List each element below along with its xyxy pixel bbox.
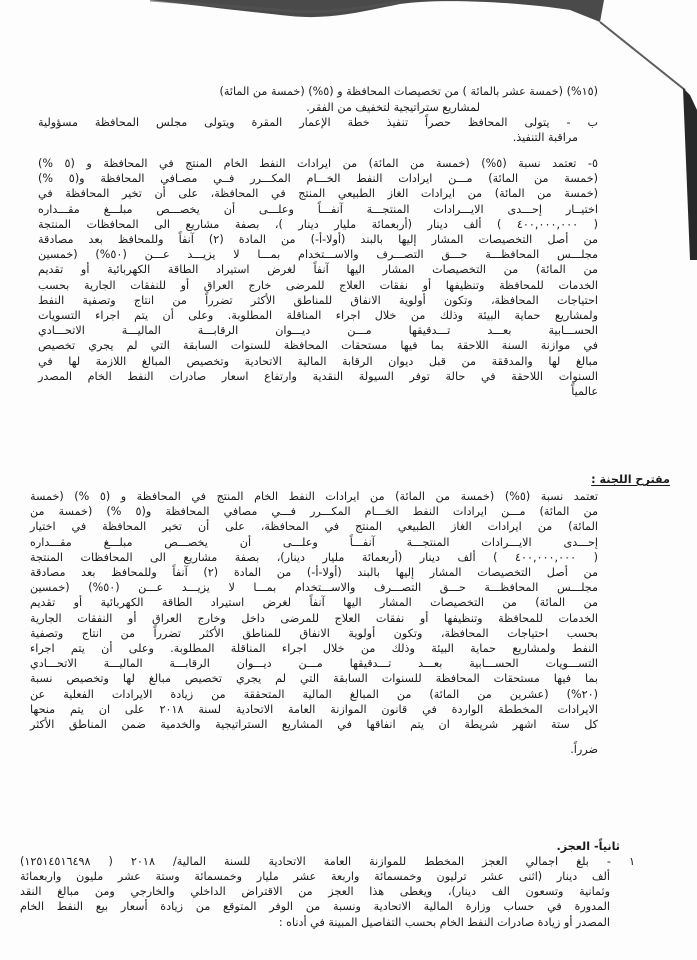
text-line: بحسب احتياجات المحافظة، وتكون أولوية الانفاق للمناطق الأكثر تضرراً من انتاج وتصفية — [30, 626, 598, 640]
text-line: وثمانية وتسعون الف دينار)، ويغطى هذا العجز من الاقتراض الداخلي والخارجي ومن مبالغ النقد — [20, 885, 610, 899]
text-line: ولمشاريع حماية البيئة وذلك من خلال اجراء المناقلة المطلوبة. وعلى أن يتم اجراء التسويات — [38, 309, 598, 323]
paragraph-item-5 — [38, 156, 598, 399]
text-line: المصدر أو زيادة صادرات النفط الخام بحسب التفاصيل المبينة في أدناه : — [278, 915, 610, 929]
text-line: الحســـابية بعـــد تـــدقيقها مـــن ديـــوان الرقابـــة الماليـــة الاتحـــادي — [38, 324, 598, 338]
text-line: اختيــار إحـــدى الايـــرادات المنتجـــة آنفـــاً وعلـــى أن يخصـــص مبلـــغ مقـــداره — [38, 202, 598, 216]
text-line: الخدمات للمحافظة وتنظيفها أو نفقات العلاج للمرضى داخل وخارج العراق أو النفقات الجارية — [30, 611, 598, 625]
text-line: الخدمات للمحافظة وتنظيفها أو نفقات العلاج للمرضى خارج العراق أو للنفقات الجارية بحسب — [38, 278, 598, 292]
text-line: ( ٤٠٠,٠٠٠,٠٠٠ ) ألف دينار (أربعمائة مليار دينار )، بصفة مشاريع الى المحافظات المنتجة — [38, 217, 599, 231]
committee-proposal-heading — [540, 472, 670, 487]
text-line: ب - يتولى المحافظ حصراً تنفيذ خطة الإعمار المقرة ويتولى مجلس المحافظة مسؤولية — [38, 116, 598, 129]
text-line: إحـــدى الايـــرادات المنتجـــة آنفـــاً وعلـــى أن يخصـــص مبلـــغ مقـــداره — [30, 535, 598, 549]
text-line: النفط ولمشاريع حماية البيئة وذلك من خلال اجراء المناقلة المطلوبة. وعلى أن يتم اجراء — [30, 642, 598, 656]
text-line: ١ - بلغ اجمالي العجز المخطط للموازنة العامة الاتحادية للسنة المالية/ ٢٠١٨ ( ١٢٥١٤٥١٦٤٩٨) — [20, 855, 636, 868]
text-line: من أصل التخصيصات المشار إليها بالبند (أولا-أ-) من المادة (٢) آنفاً وللمحافظ بعد مصادقة — [38, 233, 598, 247]
paragraph-top-cont — [100, 100, 480, 115]
text-line: ٥- تعتمد نسبة (٥%) (خمسة من المائة) من ايرادات النفط الخام المنتج في المحافظة و (٥ %) — [38, 157, 598, 170]
text-line: تعتمد نسبة (٥%) (خمسة من المائة) من ايرادات النفط الخام المنتج في المحافظة و (٥ %) (خمسة — [30, 490, 598, 503]
text-line: المدورة في حساب وزارة المالية الاتحادية ونسبة من الوفر المتوقع من زيادة أسعار بيع النفط الخام — [20, 900, 610, 914]
paragraph-top — [38, 84, 598, 99]
text-line: (١٥%) (خمسة عشر بالمائة ) من تخصيصات المحافظة و (٥%) (خمسة من المائة) — [219, 85, 598, 98]
text-line: (٢٠%) (عشرين من المائة) من المبالغ المالية المتحققة من زيادة الايرادات الفعلية عن — [30, 687, 598, 701]
paragraph-deficit-body — [20, 854, 635, 869]
text-line: مراقبة التنفيذ. — [512, 131, 578, 145]
paragraph-deficit-body-cont — [20, 869, 610, 930]
text-line: لمشاريع ستراتيجية لتخفيف من الفقر. — [306, 101, 480, 114]
text-line: الايرادات المخططة الواردة في قانون الموازنة العامة الاتحادية لسنة ٢٠١٨ على ان يتم منحها — [30, 702, 598, 716]
text-line: (خمسة من المائة) مـــن ايرادات النفط الخـــام المكـــرر فــي مصـافي المحافظة و(٥ %) — [38, 172, 598, 186]
text-line: ( ٤٠٠,٠٠٠,٠٠٠ ) ألف دينار (أربعمائة مليار دينار)، بصفة مشاريع الى المحافظات المنتجة — [30, 550, 599, 564]
text-line: ضرراً. — [570, 743, 598, 757]
text-line: في موازنة السنة اللاحقة بما فيها مستحقات المحافظة للسنوات السابقة التي لم يجري تخصيص — [38, 339, 598, 353]
text-line: (خمسة من المائة) من ايرادات الغاز الطبيعي المنتج في المحافظة، على أن تخير المحافظة في — [38, 187, 598, 201]
text-line: التســـويات الحســـابية بعـــد تـــدقيقها مـــن ديـــوان الرقابـــة الماليـــة الاتحـــادي — [30, 657, 598, 671]
text-line: بما فيها مستحقات المحافظة للسنوات السابقة التي لم يجري تخصيص مبالغ لها وتخصيص نسبة — [30, 672, 598, 686]
text-line: من المائة) من التخصيصات المشار اليها آنفاً لغرض استيراد الطاقة الكهربائية أو تقديم — [30, 596, 598, 610]
text-line: عالمياً — [571, 385, 598, 399]
text-line: مبالغ لها والمدققة من قبل ديوان الرقابة المالية الاتحادية وتخصيص المبالغ اللازمة لها في — [38, 354, 598, 368]
text-line: من أصل التخصيصات المشار إليها بالبند (أولا-أ-) من المادة (٢) آنفاً وللمحافظ بعد مصادقة — [30, 566, 598, 580]
text-line: المائة) من ايرادات الغاز الطبيعي المنتج في المحافظة، على أن تخير المحافظة في اختيار — [30, 520, 598, 534]
text-line: احتياجات المحافظة، وتكون أولوية الانفاق للمناطق الأكثر تضرراً من انتاج وتصفية النفط — [38, 293, 598, 307]
paragraph-committee-proposal — [30, 489, 598, 757]
text-line: من المائة) من التخصيصات المشار اليها آنفاً لغرض استيراد الطاقة الكهربائية أو تقديم — [38, 263, 598, 277]
paragraph-item-b — [38, 115, 598, 145]
section-heading: مقترح اللجنة : — [591, 473, 670, 486]
text-line: السنوات اللاحقة في حالة توفر السيولة النقدية وارتفاع اسعار صادرات النفط الخام المصدر — [38, 369, 598, 383]
text-line: ألف دينار (اثنى عشر ترليون وخمسمائة واربعة عشر مليار وخمسمائة وستة عشر مليون واربعمائة — [20, 870, 610, 883]
text-line: كل ستة اشهر شريطة ان يتم انفاقها في المشاريع الستراتيجية والخدمية ضمن المناطق الأكثر — [30, 718, 598, 732]
paragraph-deficit — [20, 839, 620, 854]
text-line: مجلـــس المحافظـــة حـــق التصـــرف والاســـتخدام بمـــا لا يزيـــد عـــن (٥٠%) (خمسين — [30, 581, 598, 595]
section-heading: ثانياً- العجز. — [556, 840, 620, 853]
text-line: مجلـــس المحافظـــة حـــق التصـــرف والاســـتخدام بمـــا لا يزيـــد عـــن (٥٠%) (خمسين — [38, 248, 599, 262]
text-line: من المائة) مـــن ايرادات النفط الخـــام المكـــرر فـــي مصافي المحافظة و(٥ %) (خمسة من — [30, 505, 598, 519]
